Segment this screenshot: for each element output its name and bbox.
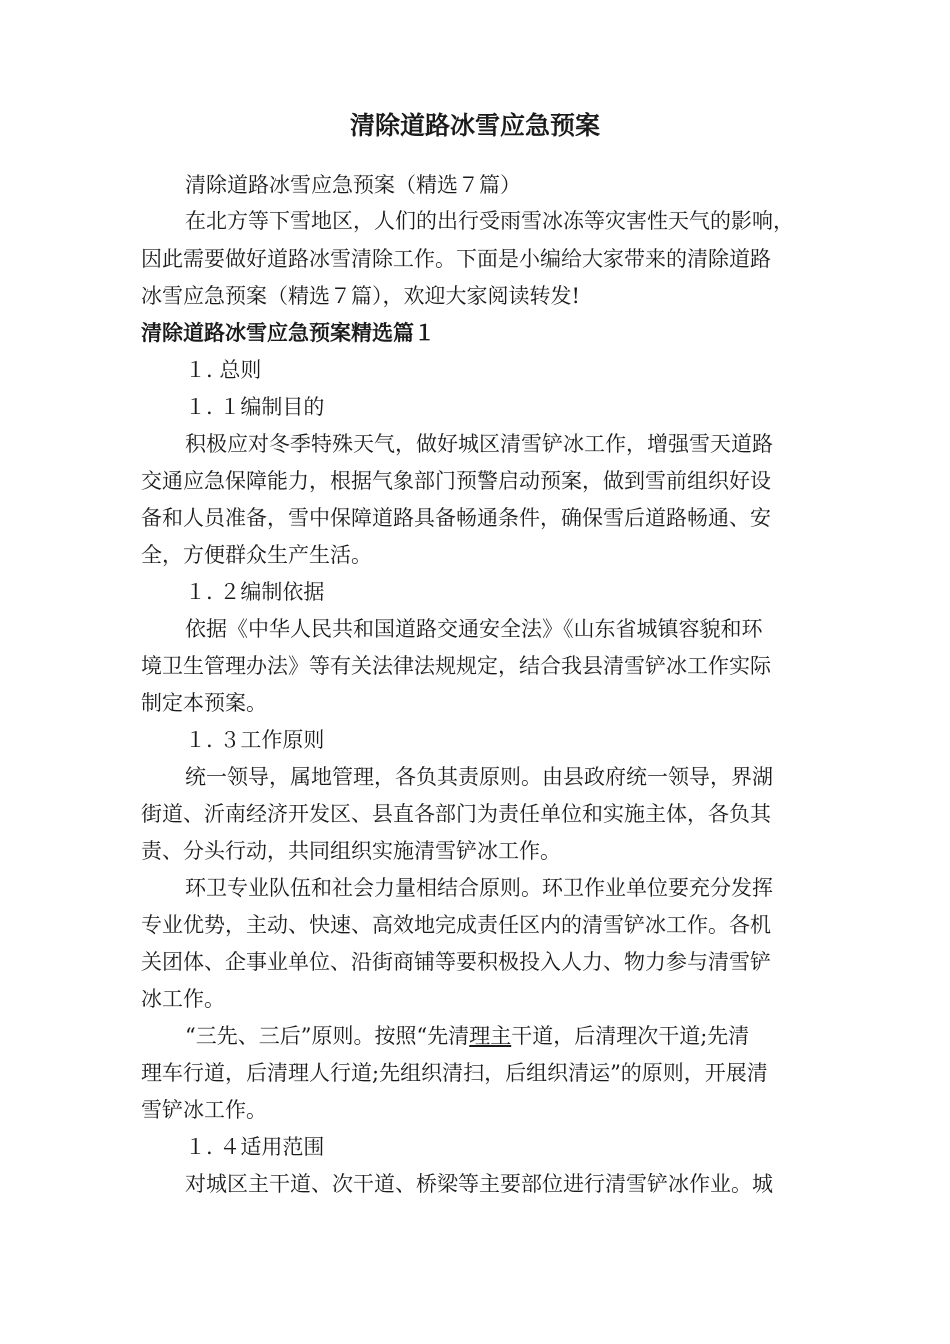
heading-general: １. 总则	[185, 358, 262, 382]
heading-basis: １. ２编制依据	[185, 580, 325, 604]
paragraph-line: 冰雪应急预案（精选７篇），欢迎大家阅读转发!	[141, 284, 580, 308]
paragraph-line: 责、分头行动，共同组织实施清雪铲冰工作。	[141, 839, 561, 863]
subtitle-line: 清除道路冰雪应急预案（精选７篇）	[185, 173, 521, 197]
paragraph-line: 雪铲冰工作。	[141, 1098, 267, 1122]
document-title: 清除道路冰雪应急预案	[349, 111, 600, 140]
paragraph-line: 备和人员准备，雪中保障道路具备畅通条件，确保雪后道路畅通、安	[141, 506, 771, 530]
paragraph-line: 制定本预案。	[141, 691, 267, 715]
paragraph-line: 关团体、企事业单位、沿街商铺等要积极投入人力、物力参与清雪铲	[141, 950, 771, 974]
paragraph-line: 境卫生管理办法》等有关法律法规规定，结合我县清雪铲冰工作实际	[141, 654, 771, 678]
paragraph-line: 统一领导，属地管理，各负其责原则。由县政府统一领导，界湖	[185, 765, 773, 789]
paragraph-line: 冰工作。	[141, 987, 225, 1011]
heading-principles: １. ３工作原则	[185, 728, 325, 752]
paragraph-line: 在北方等下雪地区，人们的出行受雨雪冰冻等灾害性天气的影响，	[185, 209, 794, 233]
paragraph-line: 专业优势，主动、快速、高效地完成责任区内的清雪铲冰工作。各机	[141, 913, 771, 937]
paragraph-line: 全，方便群众生产生活。	[141, 543, 372, 567]
paragraph-line: 因此需要做好道路冰雪清除工作。下面是小编给大家带来的清除道路	[141, 247, 771, 271]
paragraph-line: 环卫专业队伍和社会力量相结合原则。环卫作业单位要充分发挥	[185, 876, 773, 900]
paragraph-line: 对城区主干道、次干道、桥梁等主要部位进行清雪铲冰作业。城	[185, 1172, 773, 1196]
text-run: 干道，后清理次干道;先清	[511, 1024, 750, 1048]
section-heading: 清除道路冰雪应急预案精选篇１	[141, 320, 435, 345]
paragraph-line: 依据《中华人民共和国道路交通安全法》《山东省城镇容貌和环	[185, 617, 763, 641]
heading-purpose: １. １编制目的	[185, 395, 325, 419]
paragraph-line: 理车行道，后清理人行道;先组织清扫，后组织清运”的原则，开展清	[141, 1061, 768, 1085]
text-run: “三先、三后”原则。按照“先清	[185, 1024, 470, 1048]
underlined-text: 理主	[469, 1024, 512, 1048]
paragraph-line	[0, 1018, 950, 1054]
heading-scope: １. ４适用范围	[185, 1135, 325, 1159]
paragraph-line: 街道、沂南经济开发区、县直各部门为责任单位和实施主体，各负其	[141, 802, 771, 826]
paragraph-line: 积极应对冬季特殊天气，做好城区清雪铲冰工作，增强雪天道路	[185, 432, 773, 456]
paragraph-line: 交通应急保障能力，根据气象部门预警启动预案，做到雪前组织好设	[141, 469, 771, 493]
